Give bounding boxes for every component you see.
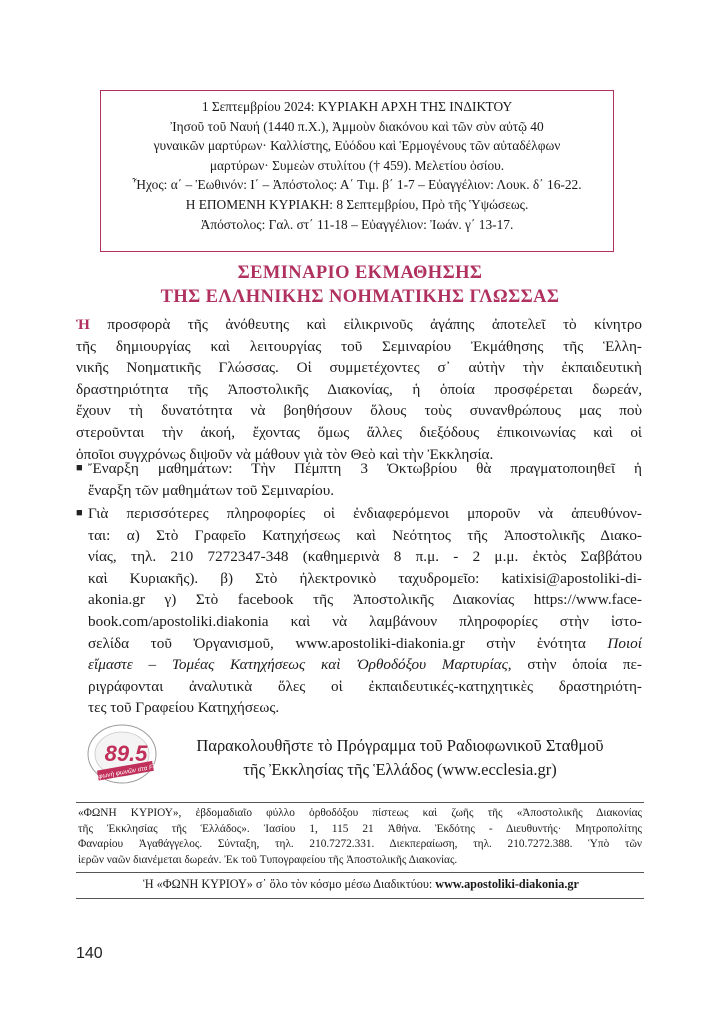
intro-line: νικῆς Νοηματικῆς Γλώσσας. Οἱ συμμετέχοντες σ᾽ αὐτὴν τὴν ἐκπαιδευτικὴ xyxy=(76,359,642,377)
intro-line: στεροῦνται τὴν ἀκοή, ἔχοντας ὅμως ἄλλες διεξόδους ἐπικοινωνίας καὶ οἱ xyxy=(76,423,642,441)
web-notice-text: Ἡ «ΦΩΝΗ ΚΥΡΙΟΥ» σ᾽ ὅλο τὸν κόσμο μέσω Διαδικτύου: xyxy=(143,877,436,891)
calendar-line: 1 Σεπτεμβρίου 2024: ΚΥΡΙΑΚΗ ΑΡΧΗ ΤΗΣ ΙΝΔΙΚΤΟΥ xyxy=(201,99,513,114)
seminar-intro-paragraph xyxy=(76,314,642,465)
seminar-title-line2: ΤΗΣ ΕΛΛΗΝΙΚΗΣ ΝΟΗΜΑΤΙΚΗΣ ΓΛΩΣΣΑΣ xyxy=(160,287,560,307)
divider xyxy=(76,872,644,873)
radio-text-line1: Παρακολουθῆστε τὸ Πρόγραμμα τοῦ Ραδιοφωνικοῦ Σταθμοῦ xyxy=(196,736,604,755)
bullet-line: akonia.gr γ) Στὸ facebook τῆς Ἀποστολικῆς Διακονίας https://www.face- xyxy=(88,591,642,609)
page-number: 140 xyxy=(76,945,103,962)
bullet-line: τες τοῦ Γραφείου Κατηχήσεως. xyxy=(88,699,280,717)
publication-imprint xyxy=(78,806,642,868)
bullet-line xyxy=(76,633,642,655)
calendar-line: γυναικῶν μαρτύρων· Καλλίστης, Εὐόδου καὶ Ἑρμογένους τῶν αὐταδέλφων xyxy=(153,138,561,154)
bullet-more-info xyxy=(76,503,642,719)
calendar-line: Ἰησοῦ τοῦ Ναυή (1440 π.Χ.), Ἀμμοὺν διακόνου καὶ τῶν σὺν αὐτῷ 40 xyxy=(170,118,544,134)
divider xyxy=(76,898,644,899)
bullet-line: νίας, τηλ. 210 7272347-348 (καθημερινὰ 8 π.μ. - 2 μ.μ. ἐκτὸς Σαββάτου xyxy=(88,548,642,566)
calendar-line: Ἀπόστολος: Γαλ. στ΄ 11-18 – Εὐαγγέλιον: Ἰωάν. γ΄ 13-17. xyxy=(200,216,514,232)
radio-logo-number: 89.5 xyxy=(104,741,148,766)
intro-line: προσφορὰ τῆς ἀνόθευτης καὶ εἰλικρινοῦς ἀγάπης ἀποτελεῖ τὸ κίνητρο xyxy=(89,316,642,333)
bullet-line: Ἔναρξη μαθημάτων: Τὴν Πέμπτη 3 Ὀκτωβρίου θὰ πραγματοποιηθεῖ ἡ xyxy=(88,460,642,477)
intro-line: τῆς δημιουργίας καὶ λειτουργίας τοῦ Σεμιναρίου Ἐκμάθησης τῆς Ἑλλη- xyxy=(76,337,642,355)
bullet-square-icon: ■ xyxy=(76,462,83,474)
web-notice xyxy=(78,877,644,892)
drop-cap: Ἡ xyxy=(76,316,90,333)
liturgical-calendar-box xyxy=(100,90,614,252)
bullet-line xyxy=(76,654,642,676)
web-url-link[interactable]: www.apostoliki-diakonia.gr xyxy=(435,877,579,891)
calendar-line: Ἦχος: α΄ – Ἑωθινόν: Ι΄ – Ἀπόστολος: Α΄ Τιμ. β΄ 1-7 – Εὐαγγέλιον: Λουκ. δ΄ 16-22. xyxy=(132,177,582,193)
seminar-title-line1: ΣΕΜΙΝΑΡΙΟ ΕΚΜΑΘΗΣΗΣ xyxy=(237,263,483,283)
bullet-line: ριγράφονται ἀναλυτικὰ ὅλες οἱ ἐκπαιδευτικές-κατηχητικὲς δραστηριότη- xyxy=(88,677,642,695)
intro-line: ὁποῖοι συγχρόνως διψοῦν νὰ μάθουν γιὰ τὸν Θεὸ καὶ τὴν Ἐκκλησία. xyxy=(76,445,494,463)
bullet-line: Γιὰ περισσότερες πληροφορίες οἱ ἐνδιαφερόμενοι μποροῦν νὰ ἀπευθύνον- xyxy=(88,505,642,522)
radio-text-line2: τῆς Ἐκκλησίας τῆς Ἑλλάδος (www.ecclesia.gr) xyxy=(243,760,557,779)
intro-line: ἔχουν τὴ δυνατότητα νὰ βοηθήσουν ὅλους τοὺς συνανθρώπους μας ποὺ xyxy=(76,402,642,420)
imprint-line: τῆς Ἐκκλησίας τῆς Ἑλλάδος». Ἰασίου 1, 115 21 Ἀθήνα. Ἐκδότης - Διευθυντής· Μητροπολίτης xyxy=(78,822,642,835)
bullet-classes-start xyxy=(76,458,642,501)
bullet-text: σελίδα τοῦ Ὀργανισμοῦ, www.apostoliki-diakonia.gr στὴν ἑνότητα xyxy=(88,634,608,652)
italic-section-link: Ποιοί xyxy=(607,634,642,652)
imprint-line: ἱερῶν ναῶν διανέμεται δωρεάν. Ἐκ τοῦ Τυπογραφείου τῆς Ἀποστολικῆς Διακονίας. xyxy=(78,853,458,866)
calendar-line: μαρτύρων· Συμεὼν στυλίτου († 459). Μελετίου ὁσίου. xyxy=(209,157,505,173)
italic-section-name: εἴμαστε – Τομέας Κατηχήσεως καὶ Ὀρθοδόξου Μαρτυρίας, xyxy=(88,656,512,674)
divider xyxy=(76,802,644,803)
calendar-line: Η ΕΠΟΜΕΝΗ ΚΥΡΙΑΚΗ: 8 Σεπτεμβρίου, Πρὸ τῆς Ὑψώσεως. xyxy=(185,196,529,212)
bullet-square-icon: ■ xyxy=(76,507,83,519)
radio-logo-icon xyxy=(84,722,168,788)
bullet-line: καὶ Κυριακῆς). β) Στὸ ἠλεκτρονικὸ ταχυδρομεῖο: katixisi@apostoliki-di- xyxy=(88,569,642,587)
imprint-line: Φαναρίου Ἀγαθάγγελος. Σύνταξη, τηλ. 210.7272.331. Διεκπεραίωση, τηλ. 210.7272.388. Ὑπὸ τῶν xyxy=(78,838,642,851)
bullet-line: ἔναρξη τῶν μαθημάτων τοῦ Σεμιναρίου. xyxy=(88,481,335,499)
bullet-text: στὴν ὁποία πε- xyxy=(511,656,642,674)
intro-line: δραστηριότητα τῆς Ἀποστολικῆς Διακονίας, ἡ ὁποία προσφέρεται δωρεάν, xyxy=(76,380,642,398)
bullet-line: book.com/apostoliki.diakonia καὶ νὰ λαμβάνουν πληροφορίες στὴν ἱστο- xyxy=(88,612,642,630)
radio-logo-slogan: ἡ φωνὴ φωνῶν στα FM xyxy=(92,762,159,782)
imprint-line: «ΦΩΝΗ ΚΥΡΙΟΥ», ἑβδομαδιαῖο φύλλο ὀρθοδόξου πίστεως καὶ ζωῆς τῆς «Ἀποστολικῆς Διακονίας xyxy=(78,807,642,819)
bullet-line: ται: α) Στὸ Γραφεῖο Κατηχήσεως καὶ Νεότητος τῆς Ἀποστολικῆς Διακο- xyxy=(88,526,642,544)
